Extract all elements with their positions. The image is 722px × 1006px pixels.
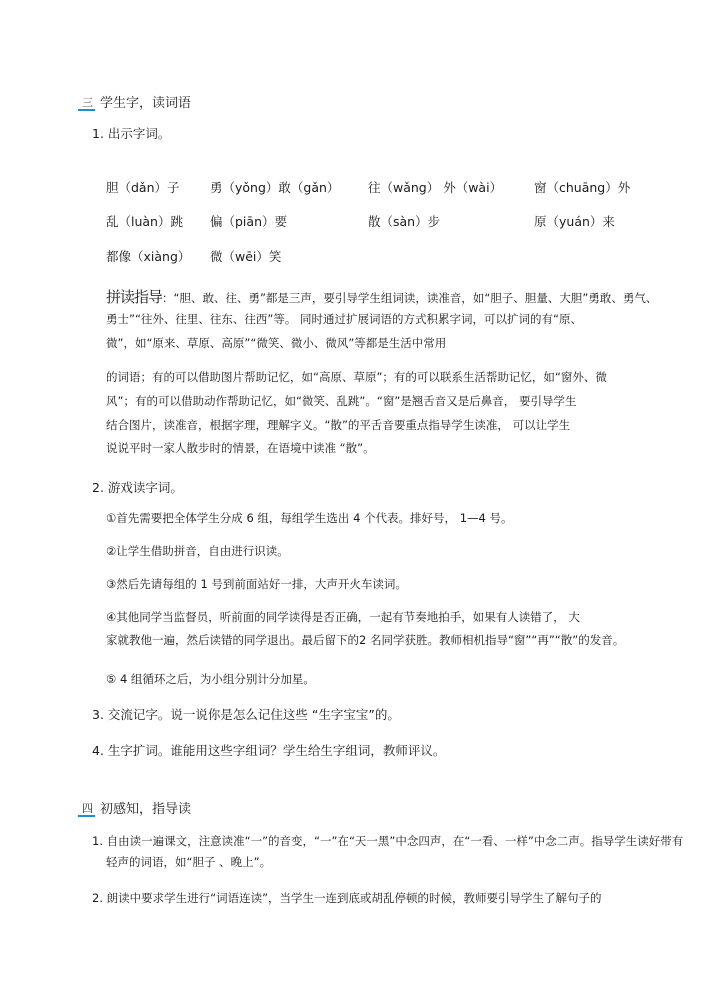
word-entry: 乱（luàn）跳 [106, 214, 183, 229]
section-4-heading [80, 798, 191, 817]
word-entry: 微（wēi）笑 [210, 249, 282, 264]
word-entry: 勇（yǒng）敢（gǎn） [210, 180, 340, 195]
item-4-expand: 4. 生字扩词。谁能用这些字组词？学生给生字组词，教师评议。 [92, 743, 446, 758]
word-entry: 散（sàn）步 [368, 214, 441, 229]
word-entry: 偏（piān）要 [210, 214, 287, 229]
section-4-item-2: 2. 朗读中要求学生进行“词语连读”，当学生一连到底或胡乱停顿的时候，教师要引导学生了解句子的 [92, 891, 602, 905]
guide-label: 拼读指导 [106, 288, 163, 306]
game-step: ⑤ 4 组循环之后，为小组分别计分加星。 [106, 672, 315, 686]
paragraph-line: 的词语；有的可以借助图片帮助记忆，如“高原、草原”；有的可以联系生活帮助记忆，如“窗外、微 [106, 370, 607, 384]
word-entry: 原（yuán）来 [534, 214, 615, 229]
item-3-exchange: 3. 交流记字。说一说你是怎么记住这些 “生字宝宝”的。 [92, 707, 400, 722]
section-4-item-1-cont: 轻声的词语，如“胆子 、晚上”。 [106, 855, 272, 869]
guide-text: ：“胆、敢、往、勇”都是三声，要引导学生组词读，读准音，如“胆子、胆量、大胆”勇敢、勇气、 [162, 291, 658, 305]
game-step: ①首先需要把全体学生分成 6 组，每组学生选出 4 个代表。排好号， 1—4 号。 [106, 511, 513, 525]
section-3-number: 三 [82, 95, 93, 109]
section-4-number: 四 [82, 801, 93, 815]
section-4-title: 初感知，指导读 [100, 802, 192, 817]
paragraph-line: 结合图片，读准音，根据字理，理解字义。“散”的平舌音要重点指导学生读准， 可以让学生 [106, 418, 571, 432]
paragraph-line: 风”；有的可以借助动作帮助记忆，如“微笑、乱跳”。“窗”是翘舌音又是后鼻音， 要引导学生 [106, 394, 577, 408]
item-2-game: 2. 游戏读字词。 [92, 480, 183, 495]
game-step: ③然后先请每组的 1 号到前面站好一排，大声开火车读词。 [106, 577, 407, 591]
game-step: ②让学生借助拼音，自由进行识读。 [106, 544, 289, 558]
section-4-item-1: 1. 自由读一遍课文，注意读准“一”的音变，“一”在“天一黑”中念四声，在“一看、一样”中念二声。指导学生读好带有 [92, 834, 684, 848]
guide-line: 勇士”“往外、往里、往东、往西”等。 同时通过扩展词语的方式积累字词，可以扩词的有“原、 [106, 312, 582, 326]
item-1-show-words: 1. 出示字词。 [92, 126, 171, 141]
word-entry: 都像（xiàng） [106, 249, 191, 264]
section-3-title: 学生字，读词语 [100, 96, 192, 111]
guide-line [106, 286, 658, 307]
paragraph-line: 说说平时一家人散步时的情景，在语境中读准 “散”。 [106, 441, 375, 455]
word-entry: 窗（chuāng）外 [534, 180, 631, 195]
section-3-heading [80, 92, 191, 111]
word-entry: 胆（dǎn）子 [106, 180, 180, 195]
guide-line: 微”，如“原来、草原、高原”“微笑、微小、微风”等都是生活中常用 [106, 336, 447, 350]
word-entry: 往（wǎng） 外（wài） [368, 180, 503, 195]
game-step: 家就教他一遍，然后读错的同学退出。最后留下的2 名同学获胜。教师相机指导“窗”“再”“散”的发音。 [106, 633, 625, 647]
game-step: ④其他同学当监督员，听前面的同学读得是否正确，一起有节奏地拍手，如果有人读错了， 大 [106, 610, 580, 624]
